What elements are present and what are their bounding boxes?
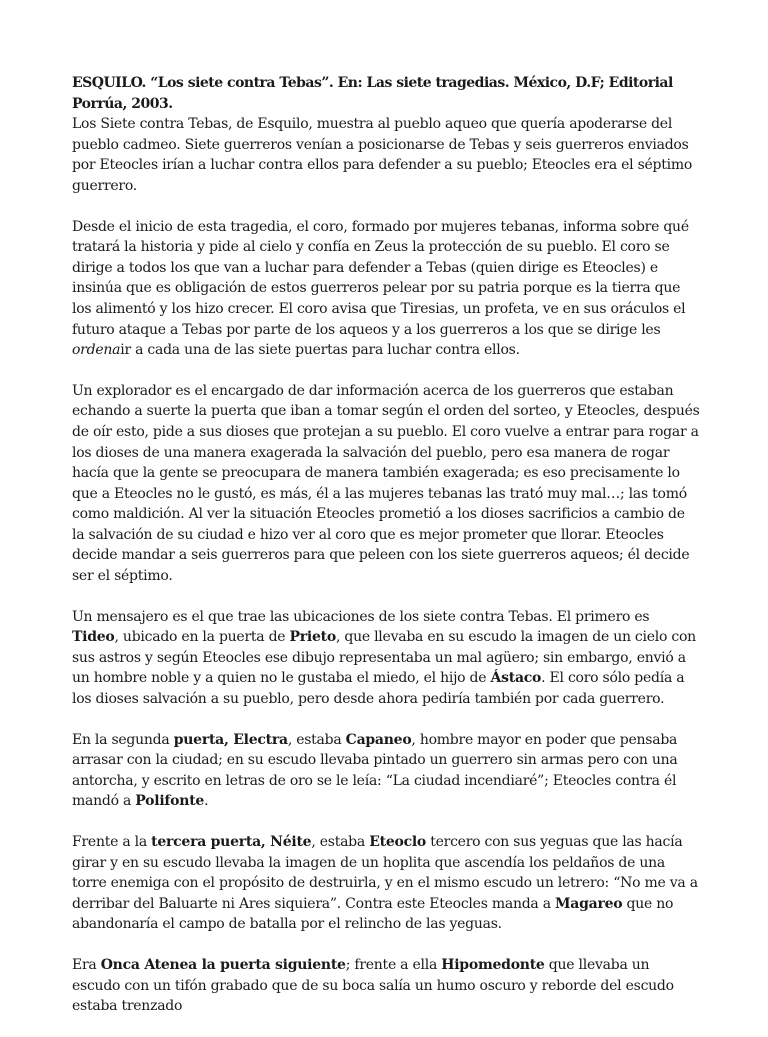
paragraph-6-text-1: Frente a la xyxy=(72,834,152,850)
name-tideo: Tideo xyxy=(72,629,115,646)
paragraph-7-text-2: ; frente a ella xyxy=(345,956,442,973)
name-tercera-puerta-neite: tercera puerta, Néite xyxy=(151,834,312,850)
name-magareo: Magareo xyxy=(555,895,623,912)
name-eteoclo: Eteoclo xyxy=(369,834,427,850)
paragraph-5 xyxy=(72,730,700,812)
paragraph-6-text-4: que no abandonaría el campo de batalla por el relincho de las yeguas. xyxy=(72,895,674,933)
paragraph-7-text-3: que llevaba un escudo con un tifón grabado que de su boca salía un humo oscuro y reborde del escudo estaba trenzado xyxy=(72,956,674,1015)
paragraph-7-text-1: Era xyxy=(72,956,101,973)
paragraph-4-text-3: , que llevaba en su escudo la imagen de un cielo con sus astros y según Eteocles ese dibujo representaba un mal agüero; sin embargo, envió a un hombre noble y a quien no le gustaba el miedo, el hijo de xyxy=(72,629,696,687)
paragraph-5-text-1: En la segunda xyxy=(72,731,174,748)
name-puerta-electra: puerta, Electra xyxy=(173,731,288,748)
paragraph-4 xyxy=(72,607,700,710)
name-prieto: Prieto xyxy=(289,629,336,646)
paragraph-2-text-a: Desde el inicio de esta tragedia, el coro, formado por mujeres tebanas, informa sobre qué tratará la historia y pide al cielo y confía en Zeus la protección de su pueblo. El coro se dirige a todos los que van a luchar para defender a Tebas (quien dirige es Eteocles) e insinúa que es obligación de estos guerreros pelear por su patria porque es la tierra que los alimentó y los hizo crecer. El coro avisa que Tiresias, un profeta, ve en sus oráculos el futuro ataque a Tebas por parte de los aqueos y a los guerreros a los que se dirige les xyxy=(72,218,689,338)
paragraph-2-text-b: ir a cada una de las siete puertas para luchar contra ellos. xyxy=(120,342,520,359)
paragraph-4-text-4: . El coro sólo pedía a los dioses salvación a su pueblo, pero desde ahora pediría también por cada guerrero. xyxy=(72,670,685,708)
paragraph-6 xyxy=(72,832,700,935)
paragraph-3: Un explorador es el encargado de dar información acerca de los guerreros que estaban echando a suerte la puerta que iban a tomar según el orden del sorteo, y Eteocles, después de oír esto, pide a sus dioses que protejan a su pueblo. El coro vuelve a entrar para rogar a los dioses de una manera exagerada la salvación del pueblo, pero esa manera de rogar hacía que la gente se preocupara de manera también exagerada; es eso precisamente lo que a Eteocles no le gustó, es más, él a las mujeres tebanas las trató muy mal…; las tomó como maldición. Al ver la situación Eteocles prometió a los dioses sacrificios a cambio de la salvación de su ciudad e hizo ver al coro que es mejor prometer que llorar. Eteocles decide mandar a seis guerreros para que peleen con los siete guerreros aqueos; él decide ser el séptimo. xyxy=(72,382,700,585)
paragraph-6-text-2: , estaba xyxy=(311,834,370,850)
citation-heading: ESQUILO. “Los siete contra Tebas”. En: Las siete tragedias. México, D.F; Editorial Porrúa, 2003. xyxy=(72,75,673,112)
document-page xyxy=(72,73,700,1037)
name-capaneo: Capaneo xyxy=(345,731,412,748)
paragraph-1: Los Siete contra Tebas, de Esquilo, muestra al pueblo aqueo que quería apoderarse del pueblo cadmeo. Siete guerreros venían a posicionarse de Tebas y seis guerreros enviados por Eteocles irían a luchar contra ellos para defender a su pueblo; Eteocles era el séptimo guerrero. xyxy=(72,116,693,194)
emphasis-ordena: ordena xyxy=(72,342,121,359)
paragraph-5-text-3: , hombre mayor en poder que pensaba arrasar con la ciudad; en su escudo llevaba pintado un guerrero sin armas pero con una antorcha, y escrito en letras de oro se le leía: “La ciudad incendiaré”; Eteocles contra él mandó a xyxy=(72,731,678,810)
name-hipomedonte: Hipomedonte xyxy=(441,956,545,973)
paragraph-4-text-1: Un mensajero es el que trae las ubicaciones de los siete contra Tebas. El primero es xyxy=(72,608,650,625)
paragraph-5-text-4: . xyxy=(204,793,209,810)
paragraph-2 xyxy=(72,217,700,361)
name-astaco: Ástaco xyxy=(490,670,542,687)
paragraph-4-text-2: , ubicado en la puerta de xyxy=(114,629,290,646)
paragraph-7 xyxy=(72,955,700,1017)
paragraph-6-text-3: tercero con sus yeguas que las hacía girar y en su escudo llevaba la imagen de un hoplita que ascendía los peldaños de una torre enemiga con el propósito de destruirla, y en el mismo escudo un letrero: “No me va a derribar del Baluarte ni Ares siquiera”. Contra este Eteocles manda a xyxy=(72,834,698,912)
name-onca-atenea: Onca Atenea la puerta siguiente xyxy=(100,956,346,973)
name-polifonte: Polifonte xyxy=(135,793,205,810)
paragraph-5-text-2: , estaba xyxy=(287,731,346,748)
